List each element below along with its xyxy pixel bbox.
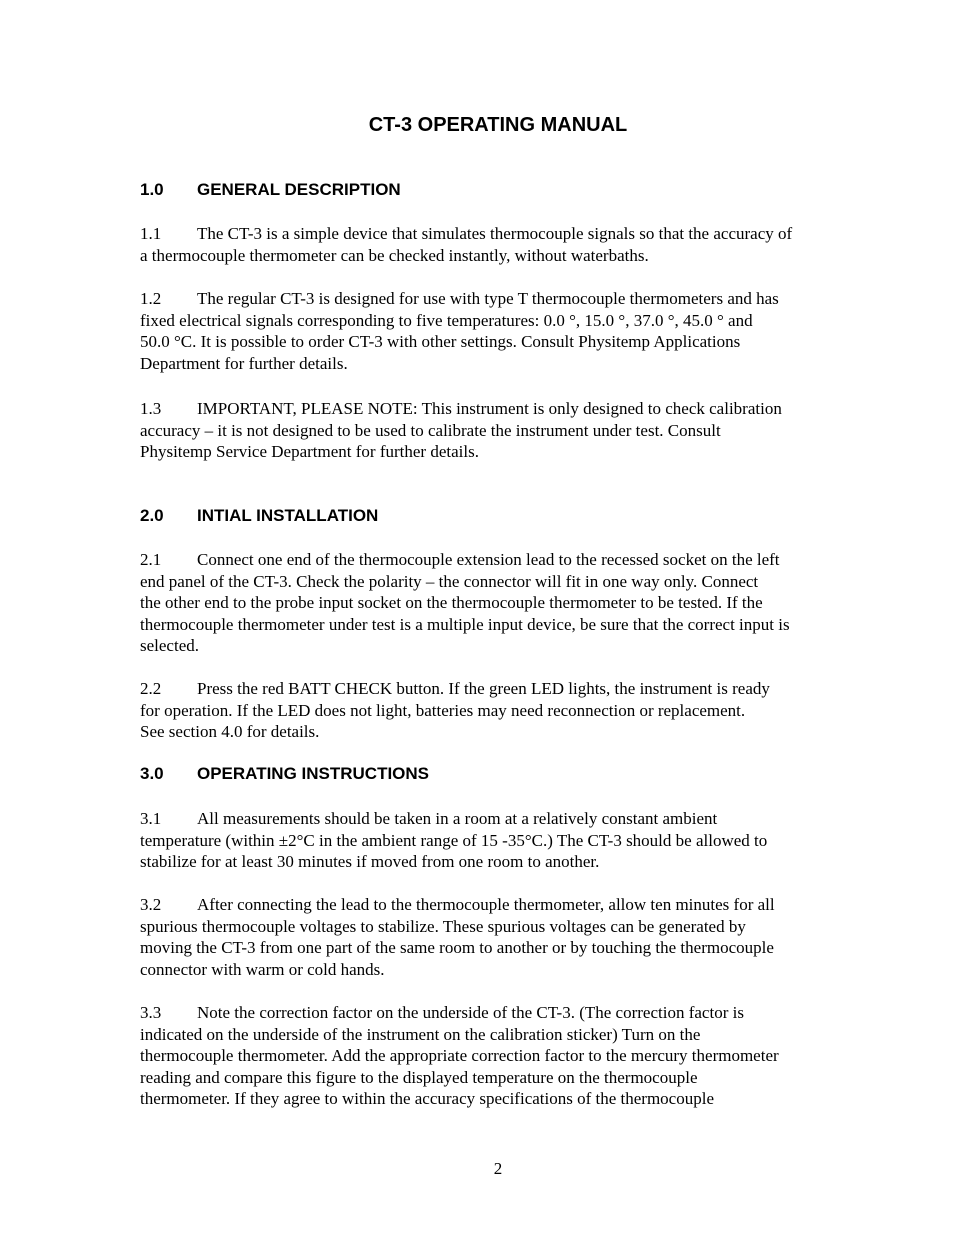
paragraph-3-3 (140, 1002, 860, 1110)
section-number: 2.0 (140, 506, 164, 525)
paragraph-line: 3.3 Note the correction factor on the underside of the CT-3. (The correction factor is (140, 1003, 744, 1022)
paragraph-line: 2.1 Connect one end of the thermocouple extension lead to the recessed socket on the left (140, 550, 780, 569)
paragraph-line: Department for further details. (140, 353, 348, 373)
paragraph-line: 1.3 IMPORTANT, PLEASE NOTE: This instrument is only designed to check calibration (140, 399, 782, 418)
paragraph-1-3 (140, 398, 860, 463)
paragraph-2-2 (140, 678, 860, 743)
paragraph-number: 3.2 (140, 895, 162, 914)
paragraph-line: 2.2 Press the red BATT CHECK button. If the green LED lights, the instrument is ready (140, 679, 770, 698)
paragraph-line: selected. (140, 636, 199, 656)
paragraph-line: 1.2 The regular CT-3 is designed for use with type T thermocouple thermometers and has (140, 289, 779, 308)
paragraph-1-2 (140, 288, 860, 374)
paragraph-line: 3.1 All measurements should be taken in a room at a relatively constant ambient (140, 809, 718, 828)
paragraph-line: temperature (within ±2°C in the ambient range of 15 -35°C.) The CT-3 should be allowed to (140, 830, 768, 850)
section-title: OPERATING INSTRUCTIONS (197, 764, 430, 783)
page-title: CT-3 OPERATING MANUAL (368, 114, 628, 136)
section-heading-3 (140, 763, 429, 785)
paragraph-line: 50.0 °C. It is possible to order CT-3 with other settings. Consult Physitemp Applications (140, 332, 741, 352)
paragraph-line: fixed electrical signals corresponding to five temperatures: 0.0 °, 15.0 °, 37.0 °, 45.0 ° and (140, 310, 753, 330)
paragraph-line: spurious thermocouple voltages to stabilize. These spurious voltages can be generated by (140, 916, 746, 936)
paragraph-number: 3.1 (140, 809, 162, 828)
paragraph-line: stabilize for at least 30 minutes if moved from one room to another. (140, 852, 600, 872)
paragraph-2-1 (140, 549, 860, 657)
paragraph-number: 2.1 (140, 550, 162, 569)
section-title: INTIAL INSTALLATION (197, 506, 379, 525)
paragraph-line: moving the CT-3 from one part of the same room to another or by touching the thermocouple (140, 938, 774, 958)
paragraph-number: 1.3 (140, 399, 162, 418)
section-title: GENERAL DESCRIPTION (197, 180, 401, 199)
paragraph-line: a thermocouple thermometer can be checked instantly, without waterbaths. (140, 245, 649, 265)
paragraph-number: 1.1 (140, 224, 162, 243)
paragraph-line: connector with warm or cold hands. (140, 959, 385, 979)
section-heading-2 (140, 505, 378, 527)
paragraph-number: 2.2 (140, 679, 162, 698)
section-number: 1.0 (140, 180, 164, 199)
paragraph-line: the other end to the probe input socket on the thermocouple thermometer to be tested. If the (140, 593, 763, 613)
page-number: 2 (493, 1159, 503, 1178)
paragraph-line: reading and compare this figure to the displayed temperature on the thermocouple (140, 1067, 698, 1087)
paragraph-number: 3.3 (140, 1003, 162, 1022)
paragraph-1-1 (140, 223, 860, 266)
paragraph-line: Physitemp Service Department for further details. (140, 442, 479, 462)
paragraph-3-2 (140, 894, 860, 980)
paragraph-line: accuracy – it is not designed to be used to calibrate the instrument under test. Consult (140, 420, 721, 440)
paragraph-line: 1.1 The CT-3 is a simple device that simulates thermocouple signals so that the accuracy of (140, 224, 793, 243)
section-heading-1 (140, 179, 401, 201)
paragraph-line: thermocouple thermometer. Add the appropriate correction factor to the mercury thermometer (140, 1046, 779, 1066)
paragraph-number: 1.2 (140, 289, 162, 308)
paragraph-line: end panel of the CT-3. Check the polarity – the connector will fit in one way only. Connect (140, 571, 759, 591)
paragraph-3-1 (140, 808, 860, 873)
paragraph-line: 3.2 After connecting the lead to the thermocouple thermometer, allow ten minutes for all (140, 895, 775, 914)
paragraph-line: for operation. If the LED does not light, batteries may need reconnection or replacement. (140, 700, 746, 720)
paragraph-line: thermometer. If they agree to within the accuracy specifications of the thermocouple (140, 1089, 714, 1109)
section-number: 3.0 (140, 764, 164, 783)
paragraph-line: indicated on the underside of the instrument on the calibration sticker) Turn on the (140, 1024, 701, 1044)
paragraph-line: See section 4.0 for details. (140, 722, 320, 742)
paragraph-line: thermocouple thermometer under test is a multiple input device, be sure that the correct input is (140, 614, 790, 634)
